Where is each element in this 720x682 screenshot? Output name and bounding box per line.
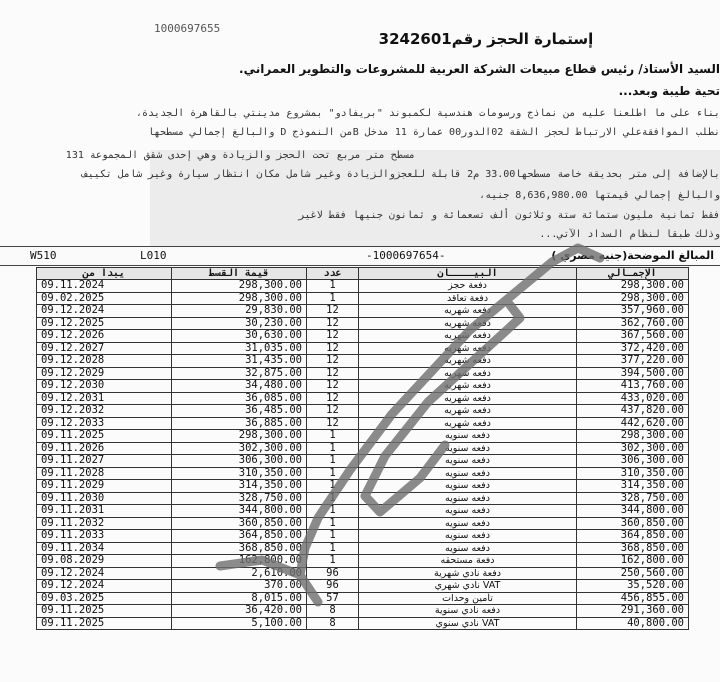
cell-installment: 302,300.00 [172, 442, 307, 455]
addressee-line: السيد الأستاذ/ رئيس قطاع مبيعات الشركة العربية للمشروعات والتطوير العمراني. [239, 62, 720, 76]
cell-installment: 36,485.00 [172, 405, 307, 418]
cell-start-date: 09.12.2030 [37, 380, 172, 393]
table-row [37, 492, 689, 505]
cell-installment: 29,830.00 [172, 305, 307, 318]
cell-count: 8 [307, 605, 359, 618]
table-row [37, 292, 689, 305]
table-row [37, 517, 689, 530]
code-left: W510 [30, 249, 57, 262]
cell-start-date: 09.12.2031 [37, 392, 172, 405]
cell-installment: 344,800.00 [172, 505, 307, 518]
cell-total: 357,960.00 [577, 305, 689, 318]
cell-count: 12 [307, 317, 359, 330]
cell-total: 302,300.00 [577, 442, 689, 455]
cell-description: VAT نادي سنوي [359, 617, 577, 630]
table-row [37, 530, 689, 543]
cell-installment: 298,300.00 [172, 280, 307, 293]
table-body [37, 280, 689, 630]
table-row [37, 580, 689, 593]
cell-description: دفعة نادي شهرية [359, 567, 577, 580]
table-row [37, 505, 689, 518]
cell-count: 1 [307, 430, 359, 443]
cell-description: دفعه شهريه [359, 405, 577, 418]
table-row [37, 330, 689, 343]
cell-total: 40,800.00 [577, 617, 689, 630]
cell-installment: 314,350.00 [172, 480, 307, 493]
cell-start-date: 09.03.2025 [37, 592, 172, 605]
cell-total: 437,820.00 [577, 405, 689, 418]
cell-description: دفعه سنويه [359, 455, 577, 468]
body-line-2: نطلب الموافقةعلي الارتباط لحجز الشقة 02الدور00 عمارة 11 مدخل Bمن النموذج D والبالغ إجمالي مسطحها [147, 127, 720, 138]
cell-description: دفعه سنويه [359, 505, 577, 518]
cell-installment: 8,015.00 [172, 592, 307, 605]
cell-total: 298,300.00 [577, 280, 689, 293]
reference-number: -1000697654- [366, 249, 446, 262]
cell-count: 12 [307, 330, 359, 343]
cell-start-date: 09.12.2032 [37, 405, 172, 418]
table-row [37, 405, 689, 418]
table-row [37, 305, 689, 318]
cell-total: 367,560.00 [577, 330, 689, 343]
cell-start-date: 09.12.2024 [37, 567, 172, 580]
table-header-row [37, 268, 689, 280]
document-number: 1000697655 [154, 22, 221, 35]
cell-description: دفعه شهريه [359, 367, 577, 380]
cell-count: 12 [307, 405, 359, 418]
cell-installment: 298,300.00 [172, 430, 307, 443]
cell-description: دفعه سنويه [359, 442, 577, 455]
cell-total: 328,750.00 [577, 492, 689, 505]
cell-installment: 31,435.00 [172, 355, 307, 368]
cell-start-date: 09.08.2029 [37, 555, 172, 568]
cell-installment: 368,850.00 [172, 542, 307, 555]
table-row [37, 342, 689, 355]
cell-description: دفعه شهريه [359, 417, 577, 430]
cell-total: 368,850.00 [577, 542, 689, 555]
cell-description: دفعه سنويه [359, 480, 577, 493]
table-row [37, 317, 689, 330]
cell-start-date: 09.11.2029 [37, 480, 172, 493]
cell-total: 310,350.00 [577, 467, 689, 480]
amounts-header-band [0, 246, 720, 266]
table-row [37, 442, 689, 455]
cell-count: 1 [307, 292, 359, 305]
cell-start-date: 09.11.2025 [37, 430, 172, 443]
cell-count: 1 [307, 492, 359, 505]
table-row [37, 367, 689, 380]
cell-count: 12 [307, 305, 359, 318]
cell-installment: 370.00 [172, 580, 307, 593]
table-row [37, 380, 689, 393]
cell-installment: 162,800.00 [172, 555, 307, 568]
cell-total: 377,220.00 [577, 355, 689, 368]
cell-total: 394,500.00 [577, 367, 689, 380]
cell-installment: 310,350.00 [172, 467, 307, 480]
cell-total: 360,850.00 [577, 517, 689, 530]
cell-description: دفعه سنويه [359, 517, 577, 530]
cell-start-date: 09.12.2027 [37, 342, 172, 355]
cell-description: دفعه شهريه [359, 355, 577, 368]
cell-total: 291,360.00 [577, 605, 689, 618]
col-header-total: الإجمـالي [577, 268, 689, 280]
amounts-caption: المبالغ الموضحة(جنيه مصري ) [551, 249, 714, 262]
cell-total: 250,560.00 [577, 567, 689, 580]
cell-count: 1 [307, 442, 359, 455]
table-row [37, 392, 689, 405]
cell-description: دفعه شهريه [359, 392, 577, 405]
cell-count: 12 [307, 342, 359, 355]
cell-total: 306,300.00 [577, 455, 689, 468]
cell-total: 35,520.00 [577, 580, 689, 593]
cell-description: دفعة مستحقه [359, 555, 577, 568]
body-line-4: بالإضافة إلى متر بحديقة خاصة مسطحها33.00 م2 قابلة للعجزوالزيادة وغير شامل مكان انتظار سيارة وغير شامل تكييف [81, 169, 720, 180]
cell-total: 314,350.00 [577, 480, 689, 493]
table-row [37, 567, 689, 580]
cell-count: 12 [307, 380, 359, 393]
cell-installment: 30,230.00 [172, 317, 307, 330]
cell-total: 162,800.00 [577, 555, 689, 568]
cell-description: دفعه شهريه [359, 317, 577, 330]
col-header-count: عدد [307, 268, 359, 280]
payment-schedule-table [36, 267, 689, 630]
cell-start-date: 09.12.2025 [37, 317, 172, 330]
cell-count: 1 [307, 280, 359, 293]
body-line-1: بناء على ما اطلعنا عليه من نماذج ورسومات هندسية لكمبوند "بريفادو" بمشروع مدينتي بالقاهرة الجديدة، [136, 108, 720, 119]
cell-total: 442,620.00 [577, 417, 689, 430]
table-row [37, 430, 689, 443]
cell-installment: 364,850.00 [172, 530, 307, 543]
cell-start-date: 09.02.2025 [37, 292, 172, 305]
cell-count: 96 [307, 567, 359, 580]
cell-start-date: 09.11.2027 [37, 455, 172, 468]
cell-installment: 32,875.00 [172, 367, 307, 380]
cell-count: 1 [307, 555, 359, 568]
cell-start-date: 09.12.2033 [37, 417, 172, 430]
cell-description: دفعه سنويه [359, 542, 577, 555]
cell-total: 433,020.00 [577, 392, 689, 405]
cell-description: دفعه سنويه [359, 530, 577, 543]
cell-total: 298,300.00 [577, 292, 689, 305]
cell-start-date: 09.11.2024 [37, 280, 172, 293]
cell-description: دفعه شهريه [359, 330, 577, 343]
cell-installment: 5,100.00 [172, 617, 307, 630]
cell-description: دفعه سنويه [359, 467, 577, 480]
cell-start-date: 09.12.2024 [37, 580, 172, 593]
cell-installment: 306,300.00 [172, 455, 307, 468]
cell-start-date: 09.11.2026 [37, 442, 172, 455]
cell-start-date: 09.11.2028 [37, 467, 172, 480]
cell-count: 1 [307, 505, 359, 518]
cell-installment: 2,610.00 [172, 567, 307, 580]
cell-count: 1 [307, 480, 359, 493]
table-row [37, 280, 689, 293]
cell-start-date: 09.11.2025 [37, 617, 172, 630]
cell-total: 364,850.00 [577, 530, 689, 543]
code-mid: L010 [140, 249, 167, 262]
table-row [37, 480, 689, 493]
cell-start-date: 09.12.2026 [37, 330, 172, 343]
table-row [37, 592, 689, 605]
cell-installment: 31,035.00 [172, 342, 307, 355]
cell-total: 413,760.00 [577, 380, 689, 393]
cell-count: 1 [307, 467, 359, 480]
cell-description: VAT نادي شهري [359, 580, 577, 593]
table-row [37, 555, 689, 568]
cell-start-date: 09.11.2032 [37, 517, 172, 530]
cell-installment: 36,085.00 [172, 392, 307, 405]
cell-total: 344,800.00 [577, 505, 689, 518]
cell-count: 57 [307, 592, 359, 605]
cell-description: دفعه سنويه [359, 492, 577, 505]
form-title: إستمارة الحجز رقم3242601 [378, 30, 594, 48]
cell-installment: 360,850.00 [172, 517, 307, 530]
cell-description: دفعه شهريه [359, 342, 577, 355]
body-line-7: وذلك طبقا لنظام السداد الآتي... [539, 229, 720, 240]
cell-installment: 36,885.00 [172, 417, 307, 430]
cell-description: دفعه شهريه [359, 380, 577, 393]
cell-installment: 298,300.00 [172, 292, 307, 305]
table-row [37, 355, 689, 368]
table-row [37, 467, 689, 480]
cell-description: دفعه سنويه [359, 430, 577, 443]
cell-start-date: 09.12.2024 [37, 305, 172, 318]
col-header-installment: قيمة القسط [172, 268, 307, 280]
cell-count: 12 [307, 367, 359, 380]
cell-start-date: 09.11.2030 [37, 492, 172, 505]
greeting-line: تحية طيبة وبعد... [618, 84, 720, 98]
cell-start-date: 09.11.2033 [37, 530, 172, 543]
cell-count: 1 [307, 542, 359, 555]
cell-start-date: 09.12.2028 [37, 355, 172, 368]
cell-count: 1 [307, 517, 359, 530]
col-header-start: يبدأ من [37, 268, 172, 280]
cell-description: دفعة حجز [359, 280, 577, 293]
cell-count: 1 [307, 530, 359, 543]
cell-start-date: 09.11.2034 [37, 542, 172, 555]
cell-installment: 36,420.00 [172, 605, 307, 618]
table-row [37, 605, 689, 618]
cell-total: 362,760.00 [577, 317, 689, 330]
cell-description: تأمين وحدات [359, 592, 577, 605]
table-row [37, 417, 689, 430]
cell-count: 1 [307, 455, 359, 468]
cell-installment: 328,750.00 [172, 492, 307, 505]
table-row [37, 455, 689, 468]
cell-count: 8 [307, 617, 359, 630]
cell-count: 96 [307, 580, 359, 593]
table-row [37, 617, 689, 630]
cell-total: 298,300.00 [577, 430, 689, 443]
table-row [37, 542, 689, 555]
cell-description: دفعه شهريه [359, 305, 577, 318]
cell-total: 372,420.00 [577, 342, 689, 355]
cell-description: دفعه نادي سنوية [359, 605, 577, 618]
cell-start-date: 09.12.2029 [37, 367, 172, 380]
body-line-6: فقط ثمانية مليون ستمائة ستة وثلاثون ألف تسعمائة و ثمانون جنيها فقط لاغير [298, 210, 720, 221]
col-header-description: البيــــان [359, 268, 577, 280]
cell-installment: 34,480.00 [172, 380, 307, 393]
cell-installment: 30,630.00 [172, 330, 307, 343]
cell-count: 12 [307, 355, 359, 368]
cell-description: دفعة تعاقد [359, 292, 577, 305]
cell-start-date: 09.11.2025 [37, 605, 172, 618]
body-line-5: والبالغ إجمالي قيمتها 8,636,980.00 جنيه، [479, 190, 720, 201]
cell-total: 456,855.00 [577, 592, 689, 605]
body-line-3: مسطح متر مربع تحت الحجز والزيادة وهي إحدى شقق المجموعة 131 [65, 150, 415, 161]
cell-count: 12 [307, 417, 359, 430]
cell-start-date: 09.11.2031 [37, 505, 172, 518]
cell-count: 12 [307, 392, 359, 405]
